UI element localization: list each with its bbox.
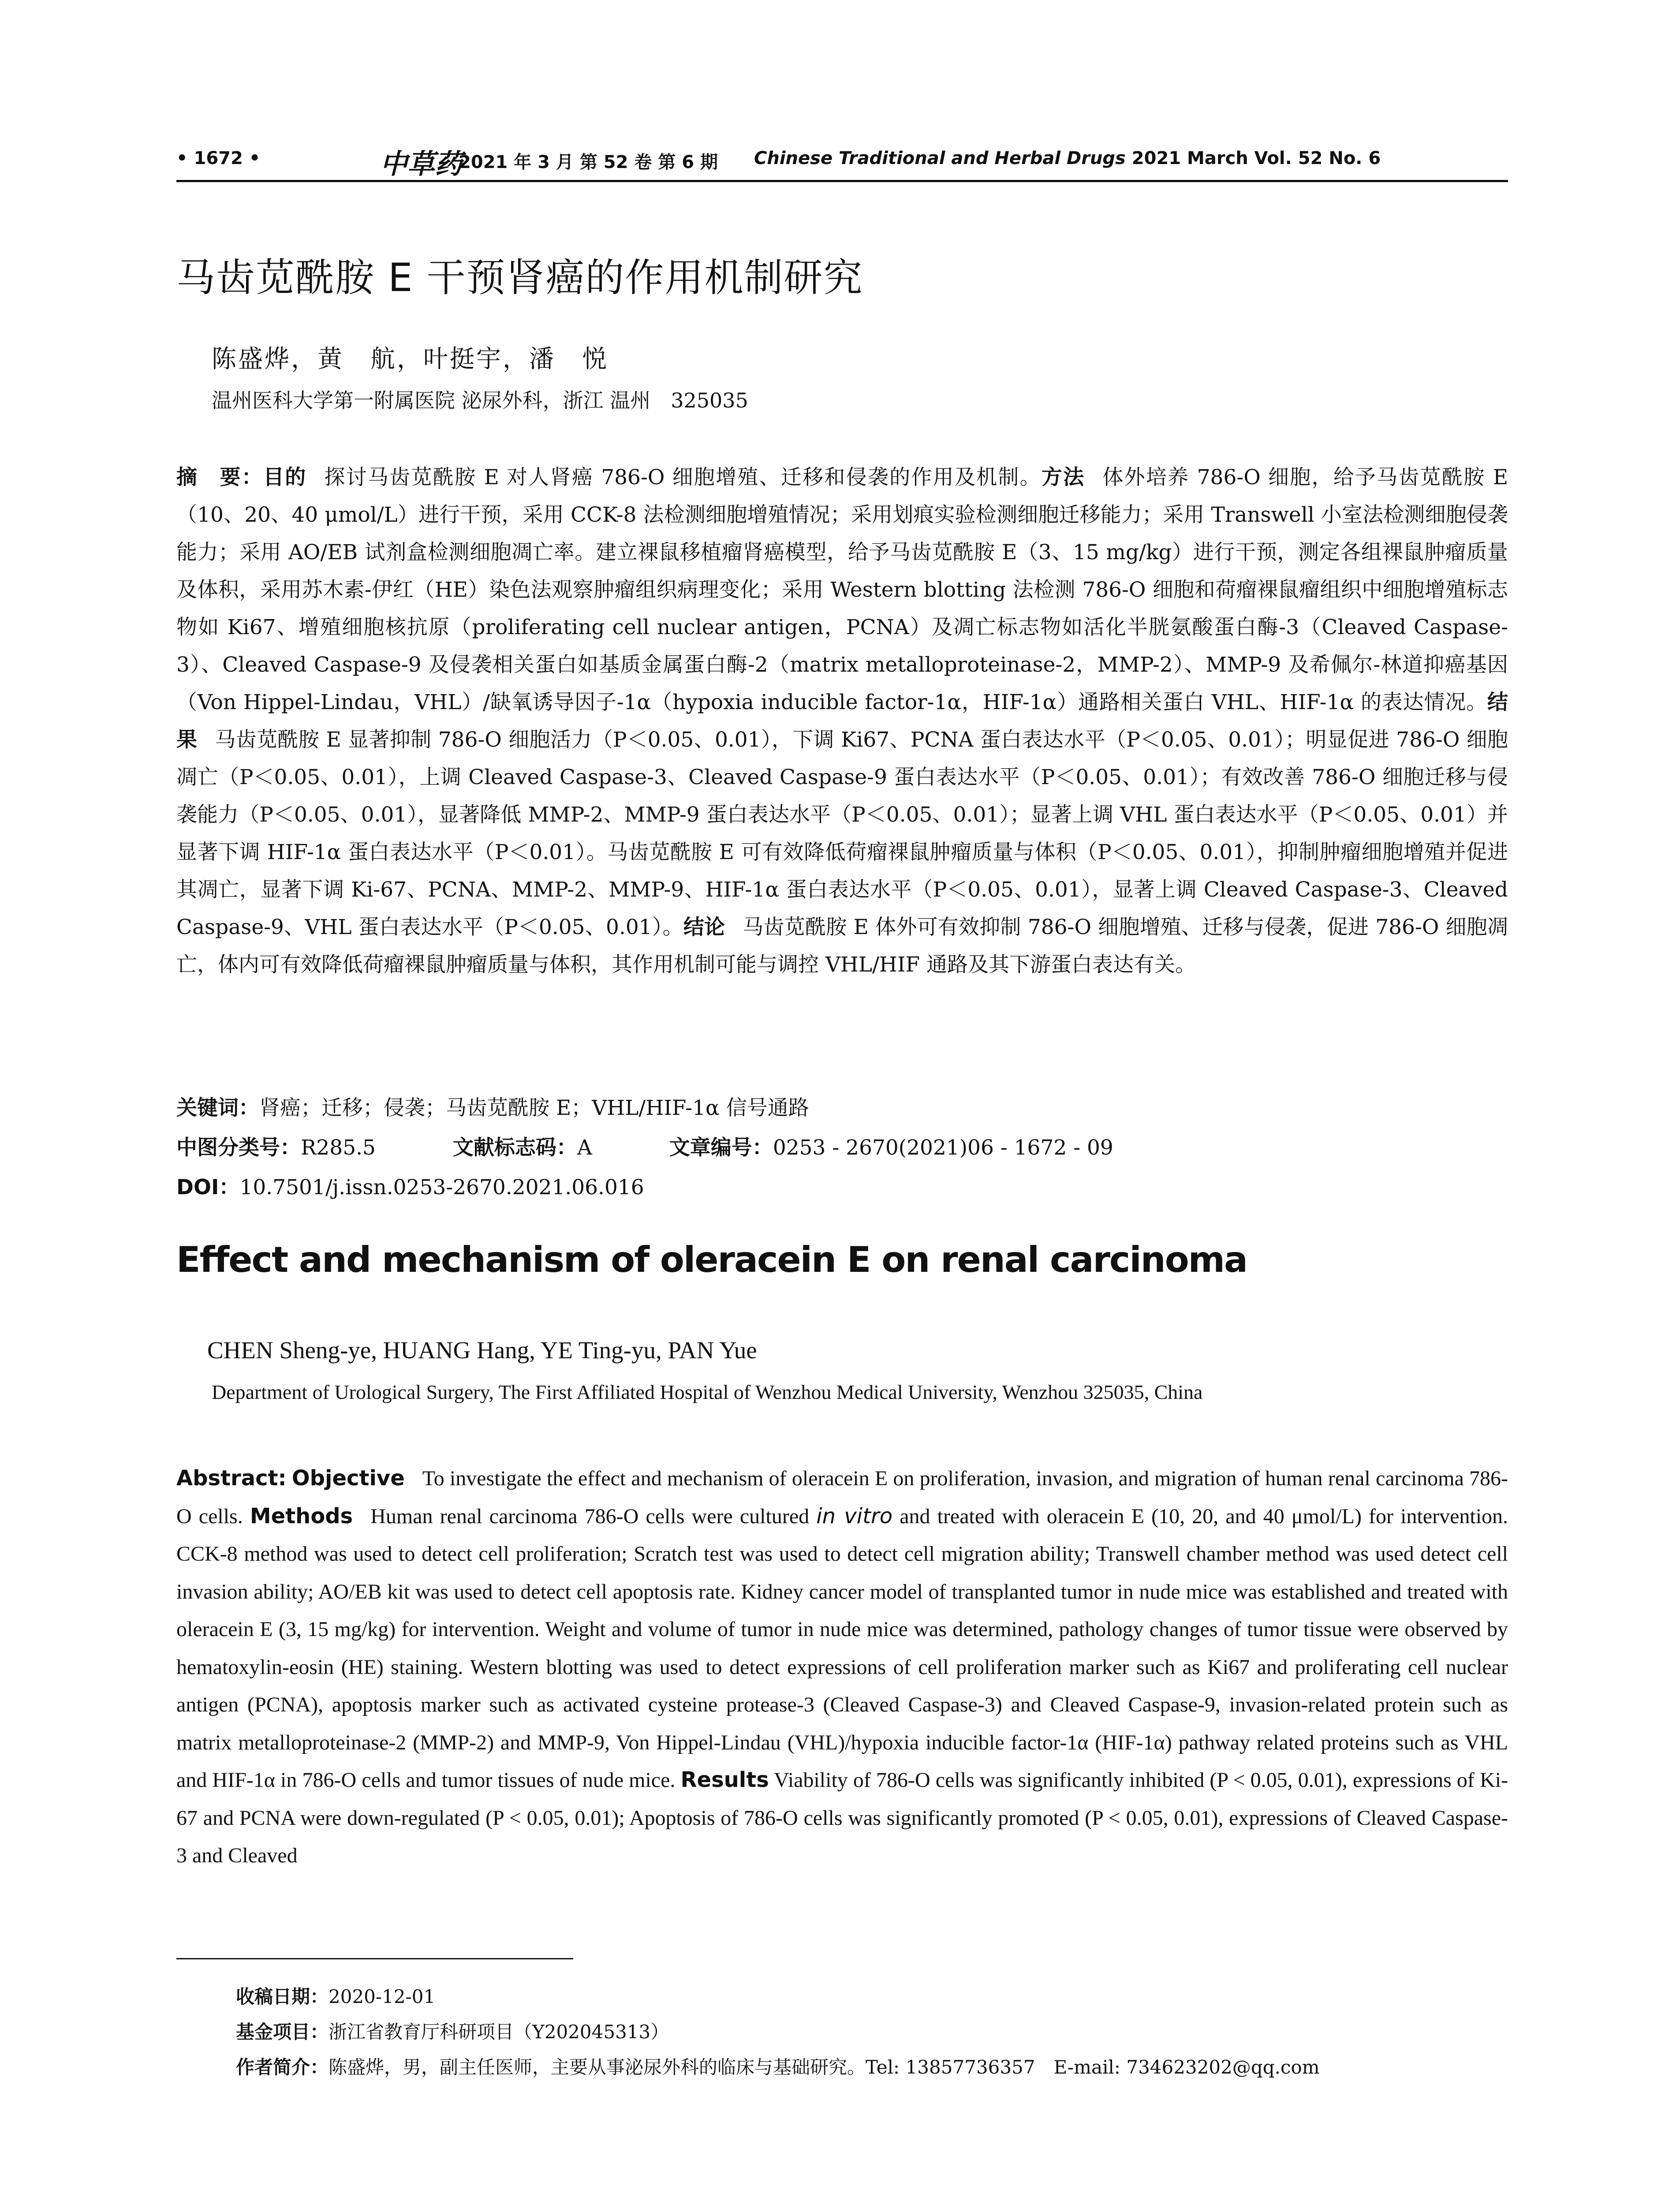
affiliation-cn: 温州医科大学第一附属医院 泌尿外科，浙江 温州 325035 — [212, 389, 748, 412]
footnote-author — [236, 2053, 1320, 2079]
abstract-en — [176, 1460, 1508, 1875]
issue-cn: 2021 年 3 月 第 52 卷 第 6 期 — [459, 152, 718, 172]
footnote-value: 2020-12-01 — [329, 1986, 436, 2007]
conclusion-cn: 马齿苋酰胺 E 体外可有效抑制 786-O 细胞增殖、迁移与侵袭，促进 786-O 细胞凋亡，体内可有效降低荷瘤裸鼠肿瘤质量与体积，其作用机制可能与调控 VHL/HIF 通路及其下游蛋白表达有关。 — [176, 915, 1508, 977]
keywords-value: 肾癌；迁移；侵袭；马齿苋酰胺 E；VHL/HIF-1α 信号通路 — [259, 1096, 809, 1120]
journal-en — [754, 148, 1381, 168]
methods-en-pre: Human renal carcinoma 786-O cells were cultured — [370, 1504, 810, 1528]
doi-value[interactable]: 10.7501/j.issn.0253-2670.2021.06.016 — [239, 1175, 644, 1200]
abstract-cn-label: 摘 要： — [176, 465, 264, 490]
journal-name-en: Chinese Traditional and Herbal Drugs — [754, 148, 1126, 168]
doc-label: 文献标志码： — [452, 1136, 577, 1160]
results-cn: 马齿苋酰胺 E 显著抑制 786-O 细胞活力（P＜0.05、0.01），下调 Ki67、PCNA 蛋白表达水平（P＜0.05、0.01）；明显促进 786-O 细胞凋亡（P＜0.05、0.01），上调 Cleaved Caspase-3、Cleaved Caspase-9 蛋白表达水平（P＜0.05、0.01）；有效改善 786-O 细胞迁移与侵袭能力（P＜0.05、0.01），显著降低 MMP-2、MMP-9 蛋白表达水平（P＜0.05、0.01）；显著上调 VHL 蛋白表达水平（P＜0.05、0.01）并显著下调 HIF-1α 蛋白表达水平（P＜0.01）。马齿苋酰胺 E 可有效降低荷瘤裸鼠肿瘤质量与体积（P＜0.05、0.01），抑制肿瘤细胞增殖并促进其凋亡，显著下调 Ki-67、PCNA、MMP-2、MMP-9、HIF-1α 蛋白表达水平（P＜0.05、0.01），显著上调 Cleaved Caspase-3、Cleaved Caspase-9、VHL 蛋白表达水平（P＜0.05、0.01）。 — [176, 728, 1508, 939]
footnote-value: 陈盛烨，男，副主任医师，主要从事泌尿外科的临床与基础研究。Tel: 13857736357 E-mail: 734623202@qq.com — [329, 2056, 1320, 2078]
footnote-rule — [176, 1958, 573, 1959]
footnote-label: 收稿日期： — [236, 1986, 329, 2007]
methods-cn-label: 方法 — [1041, 465, 1085, 490]
footnote-label: 作者简介： — [236, 2056, 329, 2078]
clc-value: R285.5 — [301, 1136, 376, 1160]
keywords-label: 关键词： — [176, 1096, 259, 1120]
abstract-cn — [176, 459, 1508, 983]
doi-label: DOI： — [176, 1175, 240, 1200]
methods-cn: 体外培养 786-O 细胞，给予马齿苋酰胺 E（10、20、40 μmol/L）进行干预，采用 CCK-8 法检测细胞增殖情况；采用划痕实验检测细胞迁移能力；采用 Transwell 小室法检测细胞侵袭能力；采用 AO/EB 试剂盒检测细胞凋亡率。建立裸鼠移植瘤肾癌模型，给予马齿苋酰胺 E（3、15 mg/kg）进行干预，测定各组裸鼠肿瘤质量及体积，采用苏木素-伊红（HE）染色法观察肿瘤组织病理变化；采用 Western blotting 法检测 786-O 细胞和荷瘤裸鼠瘤组织中细胞增殖标志物如 Ki67、增殖细胞核抗原（proliferating cell nuclear antigen，PCNA）及凋亡标志物如活化半胱氨酸蛋白酶-3（Cleaved Caspase-3）、Cleaved Caspase-9 及侵袭相关蛋白如基质金属蛋白酶-2（matrix metalloproteinase-2，MMP-2）、MMP-9 及希佩尔-林道抑癌基因（Von Hippel-Lindau，VHL）/缺氧诱导因子-1α（hypoxia inducible factor-1α，HIF-1α）通路相关蛋白 VHL、HIF-1α 的表达情况。 — [176, 465, 1508, 714]
article-label: 文章编号： — [669, 1136, 773, 1160]
objective-en-label: Objective — [291, 1466, 405, 1491]
objective-cn: 探讨马齿苋酰胺 E 对人肾癌 786-O 细胞增殖、迁移和侵袭的作用及机制。 — [324, 465, 1042, 490]
running-header — [176, 140, 1508, 182]
page-number: • 1672 • — [176, 148, 261, 168]
objective-cn-label: 目的 — [263, 465, 307, 490]
footnote-value: 浙江省教育厅科研项目（Y202045313） — [329, 2021, 669, 2043]
abstract-en-label: Abstract: — [176, 1466, 287, 1491]
clc-label: 中图分类号： — [176, 1136, 301, 1160]
methods-en-italic: in vitro — [816, 1503, 893, 1529]
methods-en-label: Methods — [250, 1503, 353, 1529]
article-value: 0253 - 2670(2021)06 - 1672 - 09 — [773, 1136, 1113, 1160]
results-en: Viability of 786-O cells was significantly inhibited (P < 0.05, 0.01), expressions of Ki-67 and PCNA were down-regulated (P < 0.05, 0.01); Apoptosis of 786-O cells was significantly promoted (P < 0.05, 0.01), expressions of Cleaved Caspase-3 and Cleaved — [176, 1768, 1508, 1867]
journal-logo: 中草药 — [380, 148, 463, 180]
footnote-label: 基金项目： — [236, 2021, 329, 2043]
results-en-label: Results — [680, 1768, 769, 1792]
authors-en: CHEN Sheng-ye, HUANG Hang, YE Ting-yu, PAN Yue — [207, 1337, 757, 1364]
footnote-received — [236, 1982, 435, 2009]
results-cn-label: 结果 — [176, 690, 1508, 752]
doc-value: A — [577, 1136, 592, 1160]
objective-en: To investigate the effect and mechanism of oleracein E on proliferation, invasion, and migration of human renal carcinoma 786-O cells. — [176, 1467, 1508, 1528]
issue-en: 2021 March Vol. 52 No. 6 — [1125, 148, 1381, 168]
conclusion-cn-label: 结论 — [683, 915, 725, 939]
footnote-funding — [236, 2018, 669, 2044]
methods-en-post: and treated with oleracein E (10, 20, and 40 μmol/L) for intervention. CCK-8 method was used to detect cell proliferation; Scratch test was used to detect cell migration ability; Transwell chamber method was used detect cell invasion ability; AO/EB kit was used to detect cell apoptosis rate. Kidney cancer model of transplanted tumor in nude mice was established and treated with oleracein E (3, 15 mg/kg) for intervention. Weight and volume of tumor in nude mice was determined, pathology changes of tumor tissue were observed by hematoxylin-eosin (HE) staining. Western blotting was used to detect expressions of cell proliferation marker such as Ki67 and proliferating cell nuclear antigen (PCNA), apoptosis marker such as activated cysteine protease-3 (Cleaved Caspase-3) and Cleaved Caspase-9, invasion-related protein such as matrix metalloproteinase-2 (MMP-2) and MMP-9, Von Hippel-Lindau (VHL)/hypoxia inducible factor-1α (HIF-1α) pathway related proteins such as VHL and HIF-1α in 786-O cells and tumor tissues of nude mice. — [176, 1504, 1508, 1792]
authors-cn: 陈盛烨，黄 航，叶挺宇，潘 悦 — [212, 345, 609, 374]
title-en: Effect and mechanism of oleracein E on renal carcinoma — [176, 1239, 1247, 1280]
classification — [176, 1131, 1508, 1161]
doi — [176, 1171, 1508, 1200]
title-cn: 马齿苋酰胺 E 干预肾癌的作用机制研究 — [176, 255, 863, 300]
keywords — [176, 1091, 1508, 1121]
affiliation-en: Department of Urological Surgery, The First Affiliated Hospital of Wenzhou Medical University, Wenzhou 325035, China — [212, 1381, 1203, 1403]
